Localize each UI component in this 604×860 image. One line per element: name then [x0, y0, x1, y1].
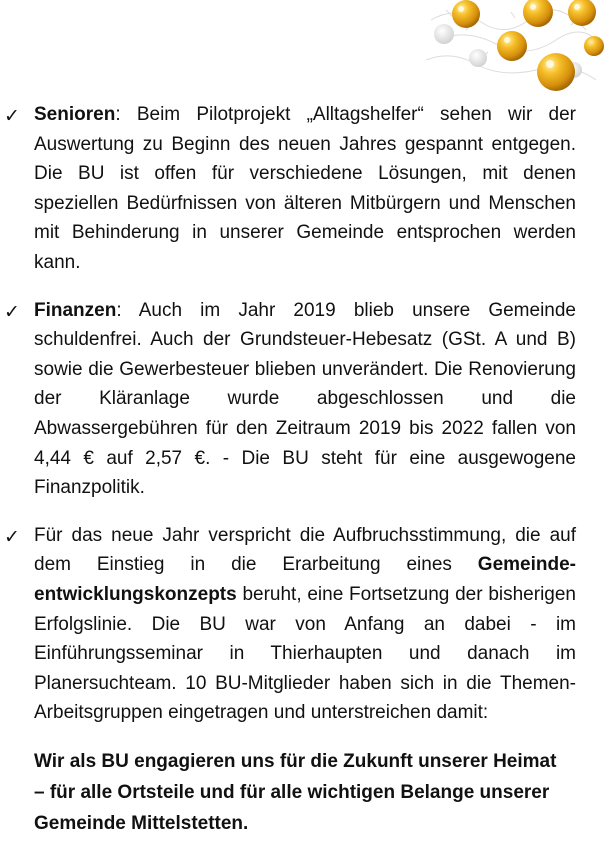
christmas-baubles-icon	[426, 0, 604, 96]
text-finanzen: : Auch im Jahr 2019 blieb unsere Gemeinde schuldenfrei. Auch der Grundsteuer-Hebesatz (GSt. A und B) sowie die Gewerbesteuer blieben unverändert. Die Renovierung der Kläranlage wurde abgeschlossen und die Abwassergebühren für den Zeitraum 2019 bis 2022 fallen von 4,44 € auf 2,57 €. - Die BU steht für eine ausgewogene Finanzpolitik.	[34, 299, 576, 499]
checkmark-icon: ✓	[4, 300, 20, 323]
document-body	[0, 100, 604, 839]
closing-line-3: Gemeinde Mittelstetten.	[34, 812, 249, 834]
paragraph-neues-jahr	[34, 521, 576, 728]
christmas-baubles-image	[426, 0, 604, 96]
paragraph-senioren	[34, 100, 576, 278]
list-item-finanzen	[0, 296, 604, 503]
checkmark-icon: ✓	[4, 525, 20, 548]
closing-statement	[0, 746, 604, 839]
list-item-neues-jahr	[0, 521, 604, 728]
closing-line-2: – für alle Ortsteile und für alle wichtigen Belange unserer	[34, 781, 550, 803]
list-item-senioren	[0, 100, 604, 278]
closing-line-1: Wir als BU engagieren uns für die Zukunft unserer Heimat	[34, 750, 557, 772]
text-neues-jahr-before: Für das neue Jahr verspricht die Aufbruchsstimmung, die auf dem Einstieg in die Erarbeitung eines	[34, 524, 576, 576]
paragraph-finanzen	[34, 296, 576, 503]
bold-gemeindeentwicklungskonzept: Gemeinde-entwicklungskonzepts	[34, 554, 576, 605]
heading-senioren: Senioren	[34, 104, 116, 125]
text-senioren: : Beim Pilotprojekt „Alltagshelfer“ sehen wir der Auswertung zu Beginn des neuen Jahres gespannt entgegen. Die BU ist offen für verschiedene Lösungen, mit denen speziellen Bedürfnissen von älteren Mitbürgern und Menschen mit Behinderung in unserer Gemeinde entsprochen werden kann.	[34, 104, 576, 273]
checkmark-icon: ✓	[4, 105, 20, 127]
text-neues-jahr-after: beruht, eine Fortsetzung der bisherigen Erfolgslinie. Die BU war von Anfang an dabei - im Einführungsseminar in Thierhaupten und danach im Planersuchteam. 10 BU-Mitglieder haben sich in die Themen-Arbeitsgruppen eingetragen und unterstreichen damit:	[34, 583, 576, 724]
heading-finanzen: Finanzen	[34, 299, 117, 321]
